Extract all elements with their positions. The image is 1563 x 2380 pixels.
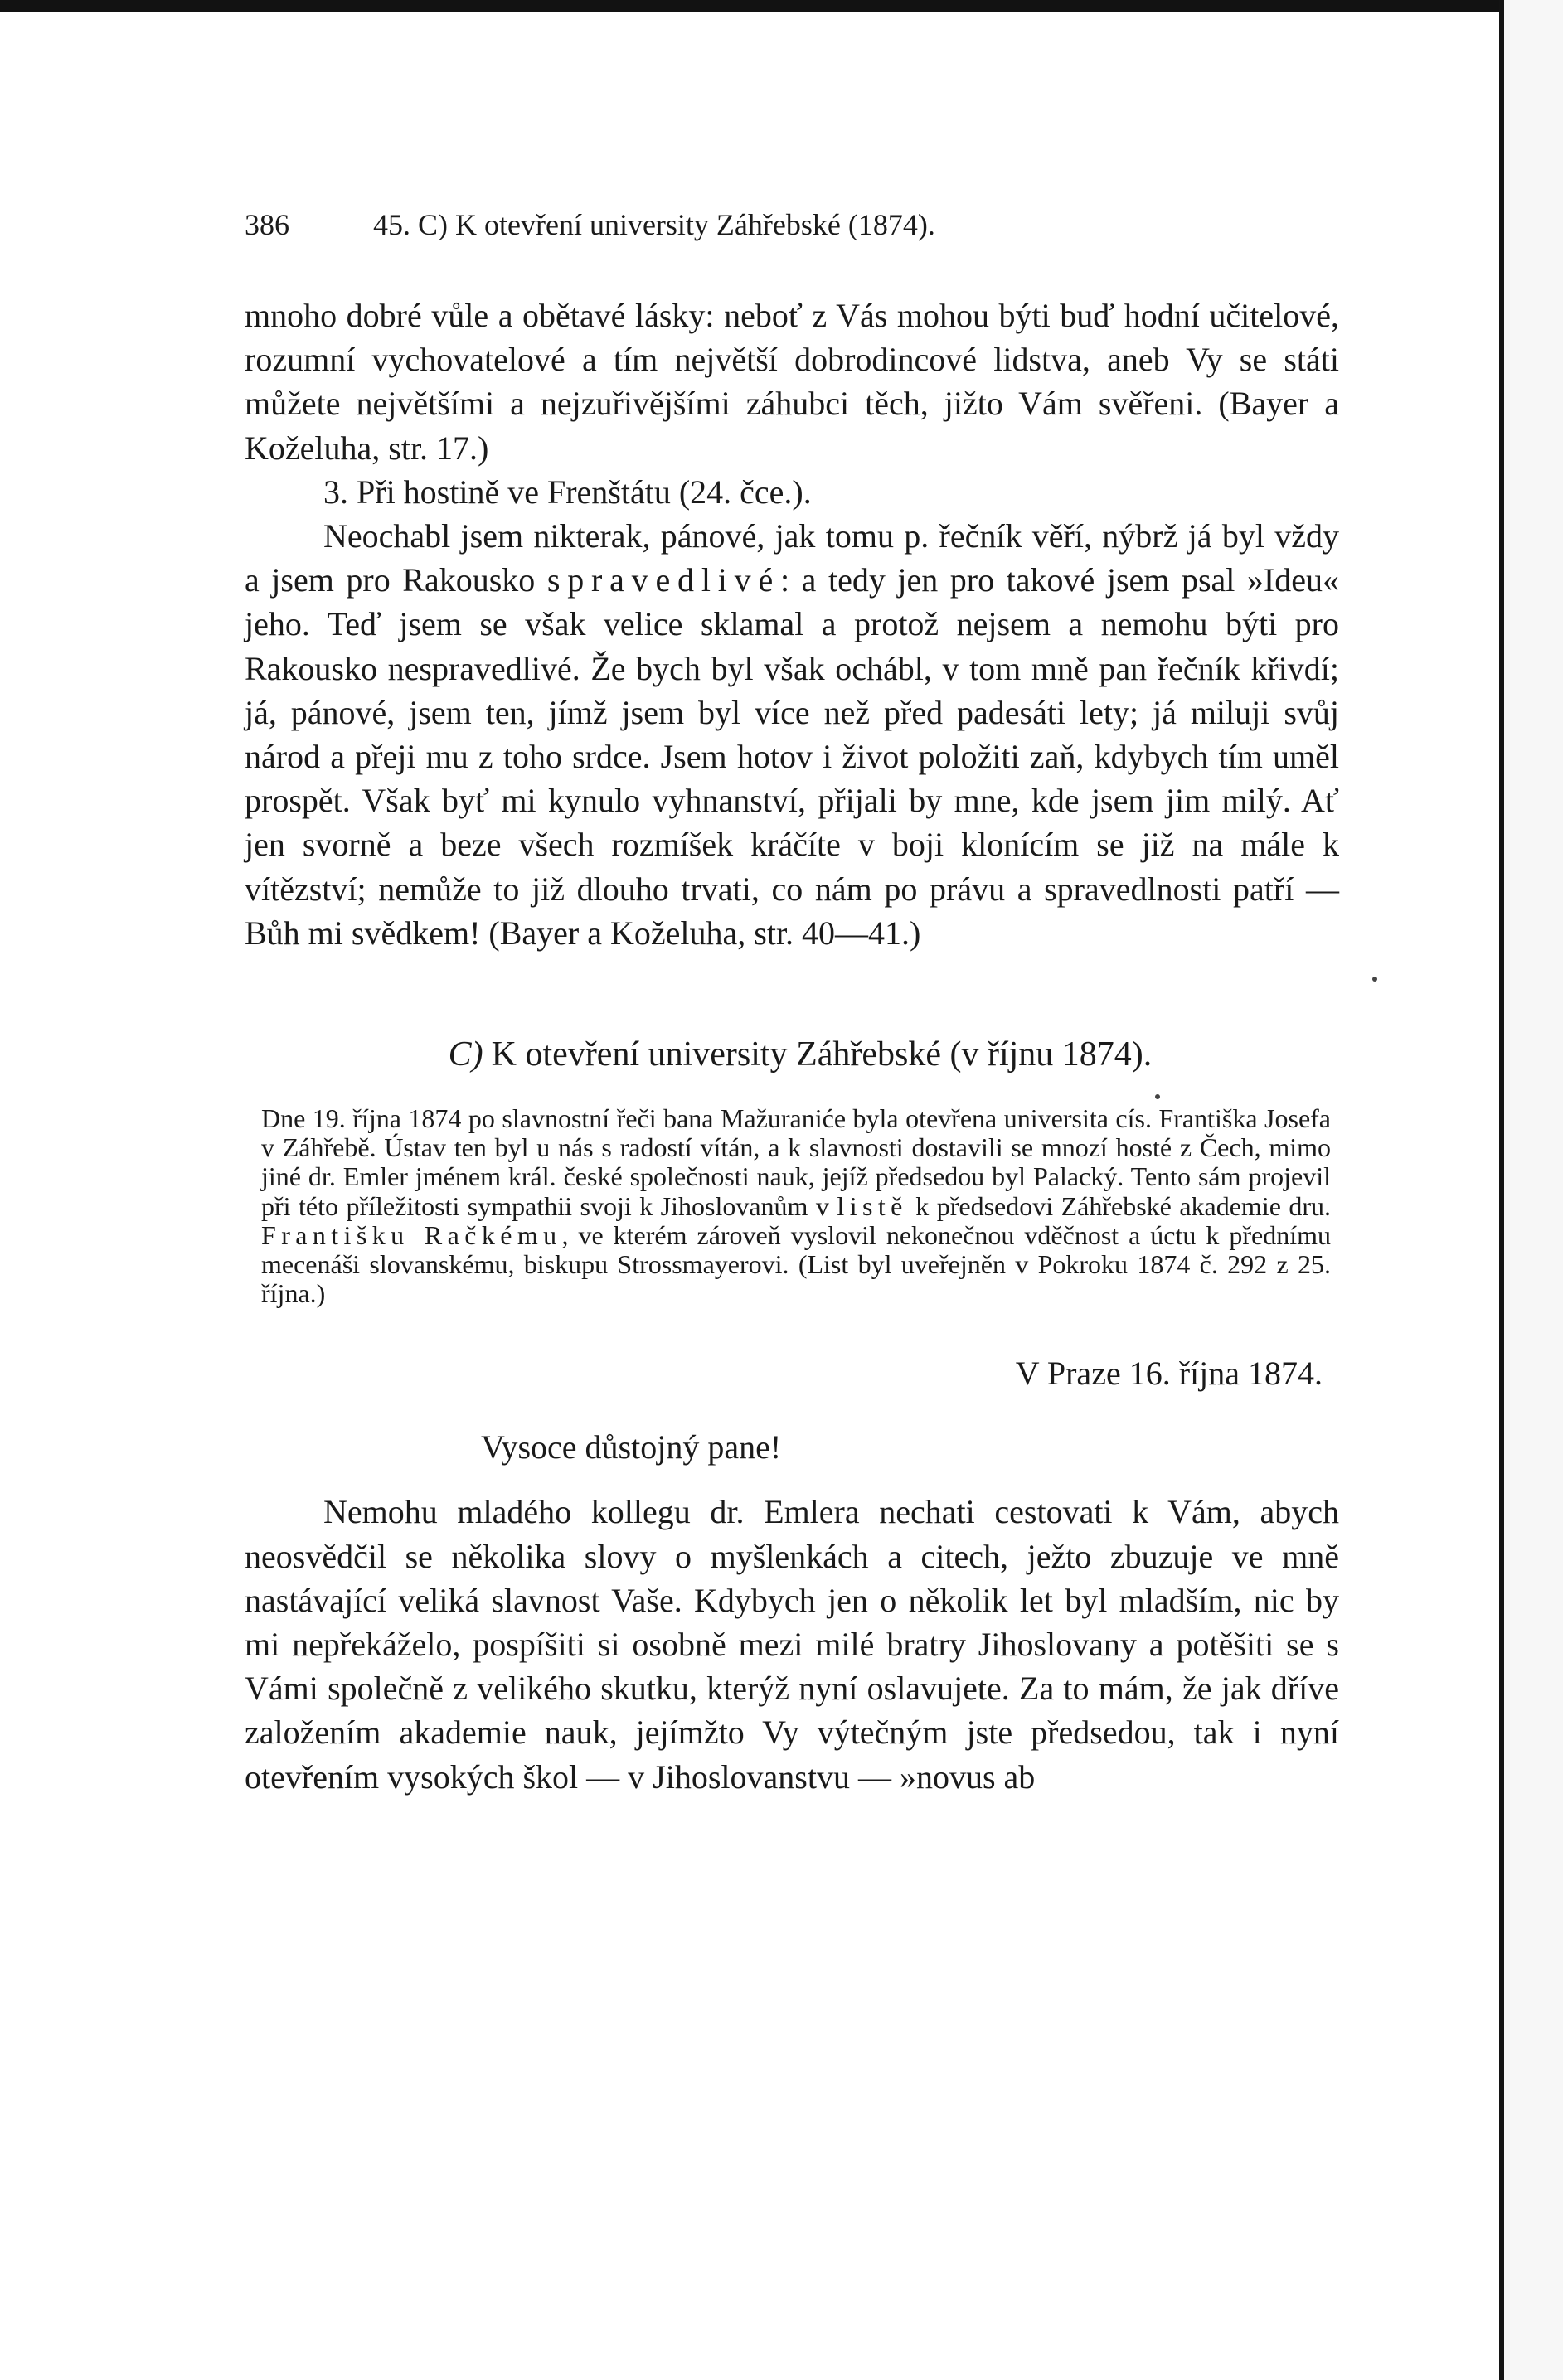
scan-binding-edge: [1499, 0, 1504, 2380]
book-page: [245, 207, 1339, 1799]
letter-body: [245, 1490, 1339, 1798]
intro-text-2: k předsedovi Záhřebské akademie dru.: [915, 1190, 1332, 1221]
speech-text-2: : a tedy jen pro takové jsem psal »Ideu« jeho. Teď jsem se však velice sklamal a protož nejsem a nemohu býti pro Rakousko nespravedlivé. Že bych byl však ochábl, v tom mně pan řečník křivdí; já, pánové, jsem ten, jímž jsem byl více než před padesáti lety; já miluji svůj národ a přeji mu z toho srdce. Jsem hotov i život položiti zaň, kdybych tím uměl prospět. Však byť mi kynulo vyhnanství, přijali by mne, kde jsem jim milý. Ať jen svorně a beze všech rozmíšek kráčíte v boji klonícím se již na mále k vítězství; nemůže to již dlouho trvati, co nám po právu a spravedlnosti patří — Bůh mi svědkem! (Bayer a Koželuha, str. 40—41.): [245, 561, 1339, 952]
intro-text-3: , ve kterém zároveň vyslovil nekonečnou vděčnost a úctu k přednímu mecenáši slovanskému, biskupu Strossmayerovi. (List byl uveřejněn v Pokroku 1874 č. 292 z 25. října.): [261, 1219, 1331, 1309]
section-marker: C): [448, 1035, 483, 1074]
page-number: 386: [245, 208, 289, 241]
intro-text-1: Dne 19. října 1874 po slavnostní řeči bana Mažuraniće byla otevřena universita cís. Františka Josefa v Záhřebě. Ústav ten byl u nás s radostí vítán, a k slavnosti dostavili se mnozí hosté z Čech, mimo jiné dr. Emler jménem král. české společnosti nauk, jejíž předsedou byl Palacký. Tento sám projevil při této příležitosti sympathii svoji k Jihoslovanům v: [261, 1103, 1331, 1221]
scan-right-margin: [1499, 0, 1563, 2380]
paragraph-continuation: mnoho dobré vůle a obětavé lásky: neboť z Vás mohou býti buď hodní učitelové, rozumní vychovatelové a tím největší dobrodincové lidstva, aneb Vy se státi můžete největšími a nejzuřivějšími záhubci těch, jižto Vám svěřeni. (Bayer a Koželuha, str. 17.): [245, 297, 1339, 467]
speech-emphasis: spravedlivé: [546, 561, 781, 599]
intro-emphasis-2: Františku Račkému: [261, 1219, 562, 1250]
page-header: [245, 207, 1339, 244]
section-heading: [245, 1035, 1339, 1074]
main-text: [245, 293, 1339, 955]
speech-paragraph: [245, 514, 1339, 955]
speech-text-1: Neochabl jsem nikterak, pánové, jak tomu p. řečník věří, nýbrž já byl vždy a jsem pro Rakousko: [245, 517, 1339, 599]
running-head: 45. C) K otevření university Záhřebské (1874).: [373, 208, 935, 241]
intro-emphasis-1: listě: [837, 1190, 908, 1221]
scan-top-edge: [0, 0, 1563, 12]
section-title: K otevření university Záhřebské (v říjnu 1874).: [491, 1035, 1153, 1074]
subsection-heading: 3. Při hostině ve Frenštátu (24. čce.).: [323, 473, 812, 511]
letter-date: V Praze 16. října 1874.: [1015, 1355, 1323, 1393]
scan-speck: [1155, 1094, 1160, 1099]
letter-paragraph: Nemohu mladého kollegu dr. Emlera nechati cestovati k Vám, abych neosvědčil se několika slovy o myšlenkách a citech, ježto zbuzuje ve mně nastávající veliká slavnost Vaše. Kdybych jen o několik let byl mladším, nic by mi nepřekáželo, pospíšiti si osobně mezi milé bratry Jihoslovany a potěšiti se s Vámi společně z velikého skutku, kterýž nyní oslavujete. Za to mám, že jak dříve založením akademie nauk, jejímžto Vy výtečným jste předsedou, tak i nyní otevřením vysokých škol — v Jihoslovanstvu — »novus ab: [245, 1493, 1339, 1796]
letter-salutation: Vysoce důstojný pane!: [481, 1428, 782, 1466]
scan-speck: [1372, 977, 1377, 982]
editorial-intro: [245, 1104, 1339, 1308]
